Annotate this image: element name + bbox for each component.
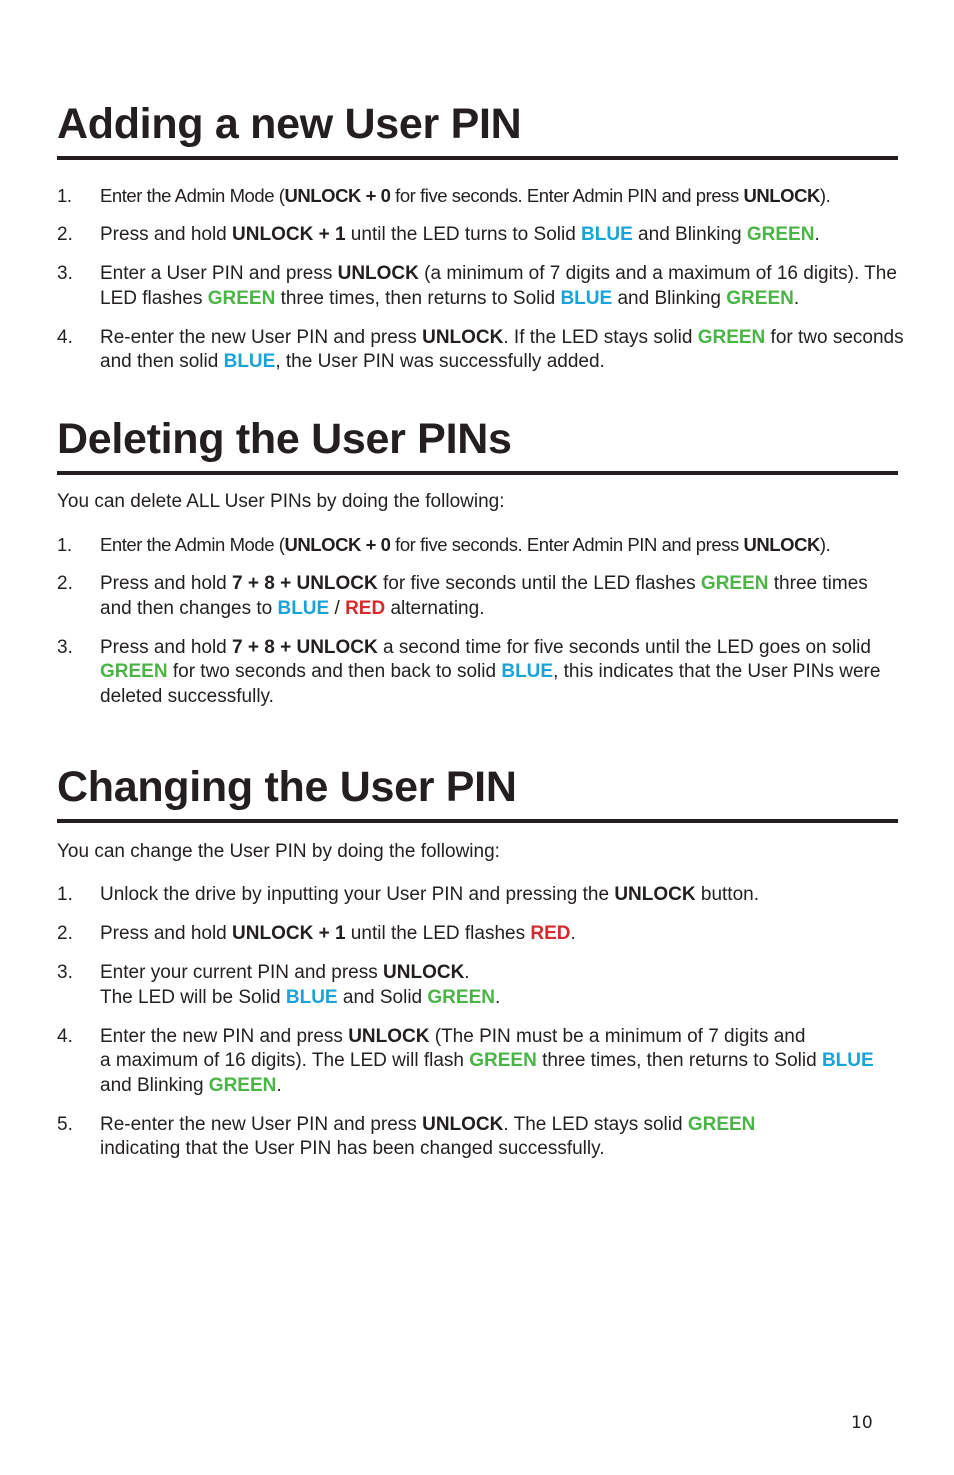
led-color-blue: BLUE bbox=[821, 1050, 874, 1071]
led-color-green: GREEN bbox=[469, 1050, 537, 1071]
step-text: and Blinking bbox=[632, 224, 747, 245]
led-color-green: GREEN bbox=[746, 224, 815, 245]
step-text: . If the LED stays solid bbox=[503, 326, 698, 348]
step-text: for five seconds until the LED flashes bbox=[377, 573, 701, 594]
step-number: 2. bbox=[57, 573, 73, 594]
step-text: , this indicates that the User PINs were deleted successfully. bbox=[100, 661, 881, 707]
step-text: Enter the Admin Mode ( bbox=[100, 185, 285, 206]
led-color-green: GREEN bbox=[726, 287, 794, 309]
step-list bbox=[57, 533, 898, 709]
step-text: for two seconds and then back to solid bbox=[167, 661, 502, 682]
step-text: three times and then changes to bbox=[100, 573, 868, 619]
step-text: and Solid bbox=[337, 986, 428, 1008]
step-text: Press and hold bbox=[100, 923, 233, 944]
step-text: Enter the new PIN and press bbox=[100, 1025, 349, 1047]
led-color-green: GREEN bbox=[700, 573, 769, 594]
key-combo: UNLOCK + 0 bbox=[284, 185, 391, 206]
section-changing-user-pin bbox=[57, 762, 898, 1176]
key-combo: UNLOCK + 0 bbox=[284, 534, 391, 555]
step-text: for five seconds. Enter Admin PIN and press bbox=[390, 534, 744, 555]
section-divider bbox=[57, 156, 898, 160]
key-combo: 7 + 8 + UNLOCK bbox=[232, 573, 378, 594]
step-text: button. bbox=[695, 884, 759, 905]
step-item bbox=[57, 572, 898, 621]
led-color-red: RED bbox=[530, 923, 571, 944]
step-item bbox=[57, 1113, 898, 1162]
step-text: three times, then returns to Solid bbox=[536, 1050, 822, 1071]
led-color-blue: BLUE bbox=[223, 351, 276, 372]
section-title: Deleting the User PINs bbox=[57, 415, 512, 463]
step-text: Press and hold bbox=[100, 636, 233, 658]
section-deleting-user-pins bbox=[57, 414, 898, 724]
led-color-green: GREEN bbox=[697, 326, 766, 348]
step-text: a maximum of 16 digits). The LED will flash bbox=[100, 1050, 470, 1071]
step-item bbox=[57, 883, 898, 908]
key-combo: UNLOCK bbox=[614, 884, 696, 905]
step-item bbox=[57, 262, 937, 311]
step-text: Enter the Admin Mode ( bbox=[100, 534, 285, 555]
step-text: The LED will be Solid bbox=[100, 986, 286, 1008]
led-color-green: GREEN bbox=[208, 1074, 277, 1096]
step-text: alternating. bbox=[385, 597, 485, 619]
step-number: 2. bbox=[57, 923, 73, 944]
step-number: 4. bbox=[57, 326, 73, 348]
step-number: 3. bbox=[57, 962, 73, 983]
step-number: 5. bbox=[57, 1113, 73, 1135]
step-number: 1. bbox=[57, 534, 72, 555]
step-text: ). bbox=[819, 534, 831, 555]
step-text: three times, then returns to Solid bbox=[275, 287, 561, 309]
key-combo: UNLOCK bbox=[422, 326, 504, 348]
step-item bbox=[57, 1025, 898, 1099]
step-text: and Blinking bbox=[612, 287, 727, 309]
step-text: Press and hold bbox=[100, 224, 233, 245]
step-number: 1. bbox=[57, 884, 73, 905]
step-item bbox=[57, 636, 898, 710]
led-color-blue: BLUE bbox=[501, 661, 554, 682]
step-number: 4. bbox=[57, 1025, 73, 1047]
section-title: Adding a new User PIN bbox=[57, 100, 522, 148]
step-text: Press and hold bbox=[100, 573, 233, 594]
key-combo: UNLOCK bbox=[743, 185, 820, 206]
step-text: . The LED stays solid bbox=[503, 1113, 688, 1135]
key-combo: UNLOCK bbox=[348, 1025, 430, 1047]
key-combo: UNLOCK bbox=[422, 1113, 504, 1135]
step-item bbox=[57, 533, 898, 558]
key-combo: UNLOCK + 1 bbox=[232, 224, 346, 245]
section-divider bbox=[57, 471, 898, 475]
step-list bbox=[57, 883, 898, 1162]
step-text: Unlock the drive by inputting your User PIN and pressing the bbox=[100, 884, 615, 905]
step-item bbox=[57, 223, 937, 248]
led-color-green: GREEN bbox=[427, 986, 495, 1008]
step-text: for five seconds. Enter Admin PIN and press bbox=[390, 185, 744, 206]
section-intro: You can change the User PIN by doing the following: bbox=[57, 841, 500, 862]
step-item bbox=[57, 184, 937, 209]
led-color-green: GREEN bbox=[687, 1113, 756, 1135]
step-text: indicating that the User PIN has been changed successfully. bbox=[100, 1138, 605, 1159]
step-item bbox=[57, 922, 898, 947]
led-color-green: GREEN bbox=[207, 287, 276, 309]
section-intro: You can delete ALL User PINs by doing the following: bbox=[57, 491, 505, 512]
step-number: 3. bbox=[57, 636, 73, 658]
step-text: . bbox=[494, 986, 501, 1008]
step-list bbox=[57, 184, 937, 375]
step-text: (The PIN must be a minimum of 7 digits and bbox=[429, 1025, 806, 1047]
key-combo: UNLOCK bbox=[743, 534, 820, 555]
step-text: . bbox=[276, 1074, 282, 1096]
step-text: Re-enter the new User PIN and press bbox=[100, 326, 423, 348]
key-combo: 7 + 8 + UNLOCK bbox=[232, 636, 378, 658]
step-text: and Blinking bbox=[100, 1074, 209, 1096]
section-title: Changing the User PIN bbox=[57, 763, 517, 811]
step-number: 2. bbox=[57, 224, 73, 245]
step-text: . bbox=[814, 224, 820, 245]
key-combo: UNLOCK bbox=[383, 962, 465, 983]
step-item bbox=[57, 326, 937, 375]
step-text: (a minimum of 7 digits and a maximum of 16 digits). The LED flashes bbox=[100, 263, 897, 309]
section-adding-user-pin bbox=[57, 99, 904, 389]
step-text: , the User PIN was successfully added. bbox=[275, 351, 605, 372]
led-color-blue: BLUE bbox=[285, 986, 338, 1008]
section-divider bbox=[57, 819, 898, 823]
step-text: Re-enter the new User PIN and press bbox=[100, 1113, 423, 1135]
step-text: until the LED turns to Solid bbox=[345, 224, 582, 245]
step-text: a second time for five seconds until the LED goes on solid bbox=[377, 636, 871, 658]
step-text: Enter your current PIN and press bbox=[100, 962, 384, 983]
led-color-blue: BLUE bbox=[581, 224, 633, 245]
step-text: . bbox=[570, 923, 576, 944]
step-number: 3. bbox=[57, 263, 73, 284]
step-item bbox=[57, 961, 898, 1010]
page-number: 10 bbox=[851, 1413, 873, 1433]
step-text: . bbox=[464, 962, 470, 983]
led-color-blue: BLUE bbox=[560, 287, 613, 309]
step-text: for two seconds and then solid bbox=[100, 326, 904, 372]
step-number: 1. bbox=[57, 185, 72, 206]
key-combo: UNLOCK + 1 bbox=[232, 923, 346, 944]
step-text: . bbox=[793, 287, 800, 309]
step-text: Enter a User PIN and press bbox=[100, 263, 338, 284]
step-text: until the LED flashes bbox=[345, 923, 531, 944]
led-color-red: RED bbox=[345, 597, 386, 619]
step-text: ). bbox=[819, 185, 831, 206]
led-color-blue: BLUE bbox=[277, 597, 330, 619]
led-color-green: GREEN bbox=[100, 661, 168, 682]
step-text: / bbox=[329, 597, 346, 619]
key-combo: UNLOCK bbox=[337, 263, 419, 284]
